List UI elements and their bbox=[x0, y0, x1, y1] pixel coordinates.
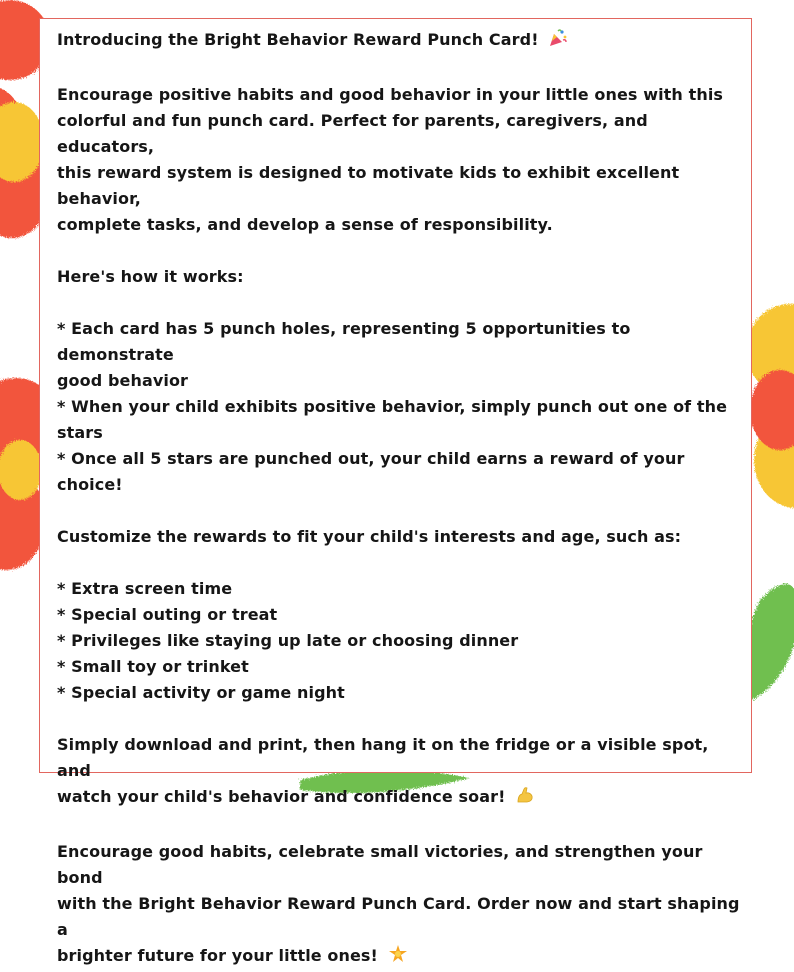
description-card bbox=[39, 18, 752, 965]
yellow-flower-right bbox=[746, 304, 794, 508]
reward-item: * Extra screen time bbox=[57, 579, 233, 598]
card-title: Introducing the Bright Behavior Reward Punch Card! bbox=[57, 30, 539, 49]
how-item: * Once all 5 stars are punched out, your child earns a reward of your choice! bbox=[57, 449, 685, 494]
party-popper-icon bbox=[548, 28, 568, 56]
how-it-works-heading: Here's how it works: bbox=[57, 267, 244, 286]
intro-line: Encourage positive habits and good behavior in your little ones with this bbox=[57, 85, 724, 104]
closing-text: brighter future for your little ones! bbox=[57, 946, 378, 965]
intro-line: complete tasks, and develop a sense of responsibility. bbox=[57, 215, 553, 234]
title-line bbox=[57, 27, 741, 56]
customize-heading: Customize the rewards to fit your child's interests and age, such as: bbox=[57, 527, 682, 546]
download-line: Simply download and print, then hang it on the fridge or a visible spot, and bbox=[57, 735, 709, 780]
how-item: * Each card has 5 punch holes, representing 5 opportunities to demonstrate bbox=[57, 319, 631, 364]
reward-item: * Special outing or treat bbox=[57, 605, 278, 624]
how-item: * When your child exhibits positive behavior, simply punch out one of the stars bbox=[57, 397, 728, 442]
how-item: good behavior bbox=[57, 371, 189, 390]
intro-line: colorful and fun punch card. Perfect for parents, caregivers, and educators, bbox=[57, 111, 648, 156]
intro-line: this reward system is designed to motivate kids to exhibit excellent behavior, bbox=[57, 163, 680, 208]
reward-item: * Privileges like staying up late or choosing dinner bbox=[57, 631, 519, 650]
download-text: watch your child's behavior and confidence soar! bbox=[57, 787, 506, 806]
description-text bbox=[57, 27, 741, 972]
sparkle-star-icon bbox=[388, 944, 408, 972]
reward-item: * Special activity or game night bbox=[57, 683, 345, 702]
download-line-end bbox=[57, 784, 741, 813]
flexed-arm-icon bbox=[515, 785, 535, 813]
closing-line: Encourage good habits, celebrate small victories, and strengthen your bond bbox=[57, 842, 703, 887]
closing-line-end bbox=[57, 943, 741, 972]
reward-item: * Small toy or trinket bbox=[57, 657, 249, 676]
closing-line: with the Bright Behavior Reward Punch Card. Order now and start shaping a bbox=[57, 894, 740, 939]
